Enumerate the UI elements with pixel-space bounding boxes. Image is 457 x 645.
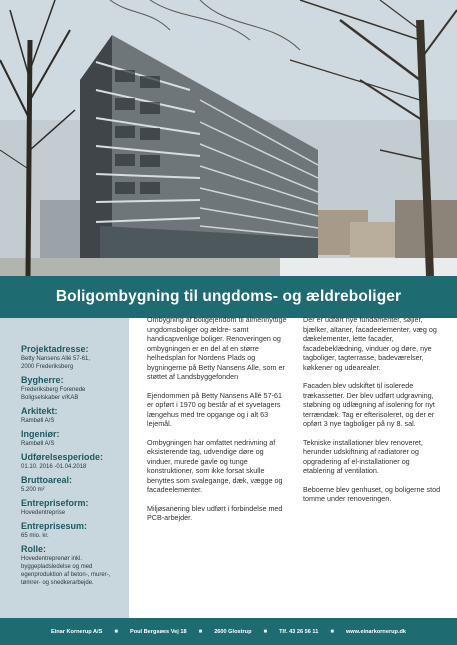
paragraph: Ombygningen har omfattet nedrivning af eksisterende tag, udvendige døre og vinduer, murede gavle og tunge konstruktioner, som ikke forsat skulle benyttes som svalegange, dæk, vægge og facadeelementer. xyxy=(147,437,283,494)
paragraph: Beboerne blev genhuset, og boligerne stod tomme under renoveringen. xyxy=(303,484,441,503)
building-photo xyxy=(0,0,457,276)
paragraph: Facaden blev udskiftet til isolerede trækassetter. Der blev udført udgravning, støbning og udlægning af isolering for nyt terrændæk. Tag er efterisoleret, og der er opført 3 nye tagboliger på ny 8. sal. xyxy=(303,381,435,428)
fact-label: Entreprisesum: xyxy=(21,521,88,531)
fact-label: Entrepriseform: xyxy=(21,498,89,508)
fact-engineer xyxy=(21,429,129,448)
fact-label: Bygherre: xyxy=(21,375,64,385)
fact-label: Udførelsesperiode: xyxy=(21,452,104,462)
paragraph: Tekniske installationer blev renoveret, herunder udskiftning af radiatorer og opgradering af el-installationer og etablering af ventilation. xyxy=(303,437,423,475)
fact-architect xyxy=(21,406,129,425)
paragraph: Ombygning af boligejendom til almennyttige ungdomsboliger og ældre- samt handicapvenlige boliger. Renoveringen og ombygningen er en del af en større helhedsplan for Nordens Plads og bygningerne på Betty Nansens Alle, som er støttet af Landsbyggefonden xyxy=(147,315,287,381)
fact-client xyxy=(21,375,129,402)
body-column-1 xyxy=(147,315,287,532)
fact-value: Hovedentreprenør inkl. byggepladsledelse og med egenproduktion af beton-, murer-, tømrer- og snedkerarbejde. xyxy=(21,556,111,586)
fact-label: Ingeniør: xyxy=(21,429,60,439)
fact-label: Rolle: xyxy=(21,544,47,554)
fact-role xyxy=(21,544,129,587)
fact-gross-area xyxy=(21,475,129,494)
paragraph: Der er udført nye fundamenter, søjler, bjælker, altaner, facadeelementer, væg og dækelementer, lette facader, facadebeklædning, vinduer og døre, nye tagboliger, tagterrasse, badeværelser, køkkener og udearealer. xyxy=(303,315,437,372)
fact-execution-period xyxy=(21,452,129,471)
building-illustration xyxy=(0,0,457,276)
fact-contract-form xyxy=(21,498,129,517)
fact-value: Rambøll A/S xyxy=(21,418,55,424)
footer-company: Einar Kornerup A/S xyxy=(50,628,103,635)
footer-city: 2600 Glostrup xyxy=(214,628,252,635)
body-column-2 xyxy=(303,315,441,513)
fact-value: Betty Nansens Allé 57-61, 2000 Frederiksberg xyxy=(21,356,91,370)
footer-phone: Tlf. 43 26 56 11 xyxy=(279,628,319,635)
footer xyxy=(0,618,457,645)
project-facts-sidebar xyxy=(0,318,129,618)
footer-website-link[interactable]: www.einarkornerup.dk xyxy=(345,628,407,635)
fact-project-address xyxy=(21,344,129,371)
fact-label: Projektadresse: xyxy=(21,344,89,354)
fact-value: 01.10. 2016 -01.04.2018 xyxy=(21,464,87,470)
fact-value: 5.200 m² xyxy=(21,487,45,493)
fact-value: Frederiksberg Forenede Boligselskaber v/KAB xyxy=(21,387,86,401)
paragraph: Miljøsanering blev udført i forbindelse med PCB-arbejder. xyxy=(147,503,283,522)
fact-label: Bruttoareal: xyxy=(21,475,73,485)
fact-value: Rambøll A/S xyxy=(21,441,55,447)
fact-value: Hovedentreprise xyxy=(21,510,66,516)
separator-icon: ■ xyxy=(330,628,334,635)
separator-icon: ■ xyxy=(198,628,203,635)
separator-icon: ■ xyxy=(114,628,118,635)
fact-value: 65 mio. kr. xyxy=(21,533,49,539)
footer-address: Poul Bergsøes Vej 18 xyxy=(129,628,187,635)
separator-icon: ■ xyxy=(263,628,268,635)
fact-contract-sum xyxy=(21,521,129,540)
paragraph: Ejendommen på Betty Nansens Allé 57-61 er opført i 1970 og består af et syvetagers længehus med tre opgange og i alt 63 lejemål. xyxy=(147,390,283,428)
fact-label: Arkitekt: xyxy=(21,406,58,416)
title-band xyxy=(0,276,457,318)
page-title: Boligombygning til ungdoms- og ældreboliger xyxy=(55,288,402,305)
